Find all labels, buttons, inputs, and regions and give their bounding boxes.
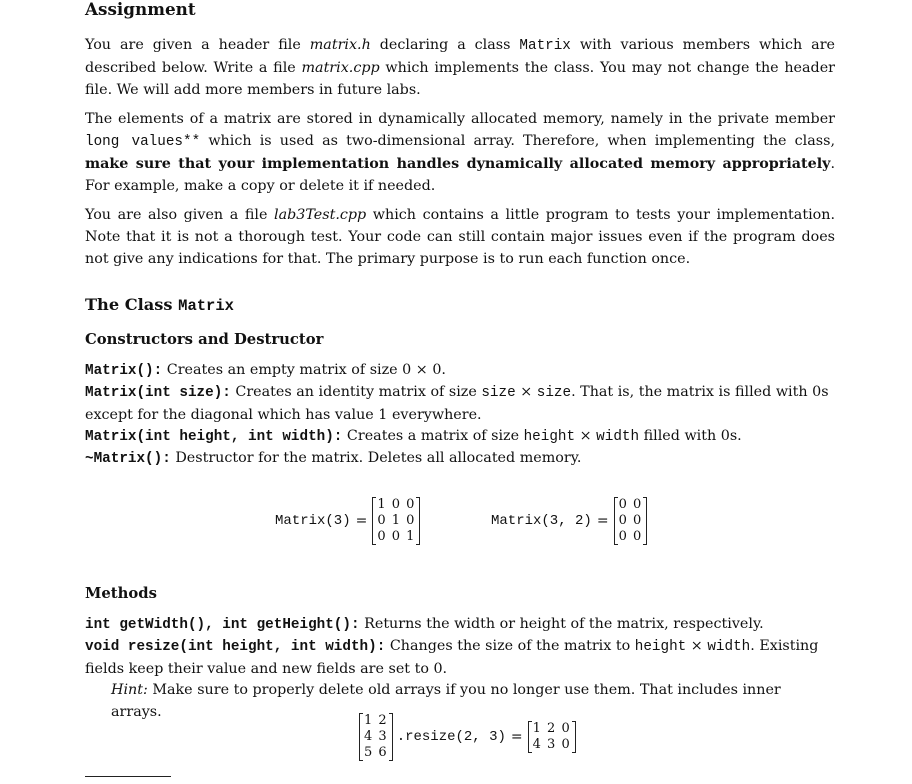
signature: Matrix(int height, int width): [85,429,343,445]
code: height [634,639,687,655]
resize-call: .resize(2, 3) [396,729,506,745]
signature: int getWidth(), int getHeight(): [85,617,360,633]
signature: Matrix(): [85,363,163,379]
code: width [596,429,640,445]
description: . Existing fields keep their value and new fields are set to 0. [85,638,819,677]
matrix-row: 1 0 0 [377,497,416,512]
code: size [536,385,572,401]
code: height [523,429,576,445]
destructor [85,447,835,470]
assignment-heading: Assignment [85,0,196,19]
times: × [575,428,597,444]
zero-example [491,497,647,545]
result-matrix [528,721,576,753]
matrix-row: 1 2 [364,713,388,728]
matrix-row: 5 6 [364,745,388,760]
example-label: Matrix(3) [275,513,351,529]
ctor-default [85,359,835,382]
method-resize [85,635,835,680]
ctor-height-width [85,425,835,448]
text: . For example, make a copy or delete it if needed. [85,156,835,194]
matrix-row: 4 3 0 [532,737,571,752]
description: Creates an empty matrix of size 0 × 0. [162,362,446,378]
code: width [707,639,751,655]
code: size [481,385,516,401]
ctor-size [85,381,835,426]
times: × [515,384,537,400]
matrix-row: 0 0 [618,529,643,544]
matrix-row: 0 1 0 [377,513,416,528]
description: Changes the size of the matrix to [385,638,635,654]
signature: ~Matrix(): [85,451,171,467]
footnote-rule [85,776,171,777]
resize-example [359,713,576,761]
text: which implements the class. You may not change the header file. We will add more members in future labs. [85,60,835,98]
hint-text: Make sure to properly delete old arrays if you no longer use them. That includes inner arrays. [111,682,781,720]
text: declaring a class [370,37,520,53]
description: Returns the width or height of the matrix, respectively. [359,616,764,632]
constructors-heading: Constructors and Destructor [85,331,324,348]
description: Destructor for the matrix. Deletes all allocated memory. [170,450,582,466]
memory-paragraph [85,108,835,197]
hint-label: Hint: [111,682,148,698]
equals: = [510,729,523,745]
test-paragraph [85,204,835,270]
method-get-size [85,613,835,636]
intro-paragraph [85,34,835,101]
zero-matrix [614,497,648,545]
filename-matrix-cpp: matrix.cpp [301,60,380,76]
text: which is used as two-dimensional array. Therefore, when implementing the class, [200,133,835,149]
class-name: Matrix [519,38,571,54]
class-heading [85,295,234,315]
methods-heading: Methods [85,585,157,602]
description: Creates an identity matrix of size [230,384,482,400]
equals: = [355,513,368,529]
identity-example [275,497,420,545]
matrix-row: 4 3 [364,729,388,744]
description: . That is, the matrix is filled with 0s except for the diagonal which has value 1 everywhere. [85,384,829,423]
text: You are also given a file [85,207,274,223]
description: Creates a matrix of size [342,428,524,444]
equals: = [596,513,609,529]
text: which contains a little program to tests your implementation. Note that it is not a thorough test. Your code can still contain major issues even if the program does not give any indications for that. The primary purpose is to run each function once. [85,207,835,267]
text: with various members which are described below. Write a file [85,37,835,76]
values-member: long values** [85,134,201,150]
bold-warning: make sure that your implementation handles dynamically allocated memory appropriately [85,156,831,172]
signature: Matrix(int size): [85,385,231,401]
identity-matrix [372,497,420,545]
text: The elements of a matrix are stored in dynamically allocated memory, namely in the private member [85,111,835,127]
text: You are given a header file [85,37,310,53]
matrix-row: 0 0 [618,497,643,512]
heading-code: Matrix [178,297,234,315]
example-label: Matrix(3, 2) [491,513,592,529]
matrix-row: 0 0 [618,513,643,528]
input-matrix [359,713,393,761]
filename-test: lab3Test.cpp [274,207,367,223]
signature: void resize(int height, int width): [85,639,386,655]
description: filled with 0s. [639,428,742,444]
times: × [686,638,708,654]
heading-text: The Class [85,295,179,314]
matrix-row: 0 0 1 [377,529,416,544]
filename-matrix-h: matrix.h [309,37,371,53]
matrix-row: 1 2 0 [532,721,571,736]
